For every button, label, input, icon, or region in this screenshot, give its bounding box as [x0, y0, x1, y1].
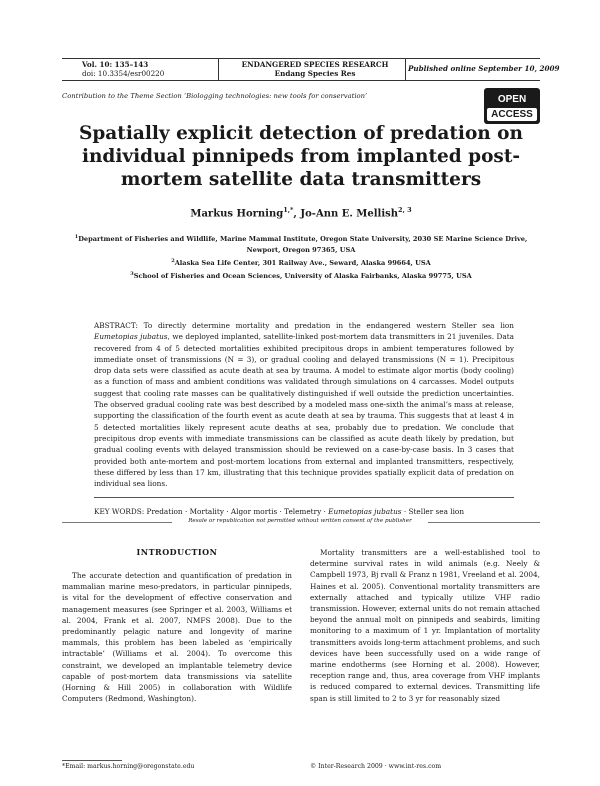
author-list	[62, 206, 540, 219]
open-access-line2: ACCESS	[487, 108, 537, 121]
keywords-rule	[94, 497, 514, 498]
affiliation-text: Department of Fisheries and Wildlife, Marine Mammal Institute, Oregon State University, 2030 SE Marine Science Drive, Newport, Oregon 97365, USA	[78, 235, 528, 255]
affiliation-text: Alaska Sea Life Center, 301 Railway Ave., Seward, Alaska 99664, USA	[174, 259, 431, 268]
affiliations	[62, 232, 540, 283]
author-separator: ,	[293, 208, 301, 220]
author-affiliation-mark: 2, 3	[398, 206, 412, 214]
abstract-text: , we deployed implanted, satellite-linked post-mortem data transmitters in 21 juveniles. Data recovered from 4 of 5 detected mortalities exhibited precipitous drops in ambient temperatures followed by immediate onset of transmissions (N = 3), or gradual cooling and delayed transmissions (N = 1). Precipitous drop data sets were classified as acute death at sea by trauma. A model to estimate algor mortis (body cooling) as a function of mass and ambient conditions was validated through simulations on 4 carcasses. Model outputs suggest that cooling rate masses can be qualitatively distinguished if well outside the prediction uncertainties. The observed gradual cooling rate was best described by a modeled mass one-sixth the animal’s mass at release, supporting the classification of the fourth event as acute death at sea by trauma. This suggests that at least 4 in 5 detected mortalities likely represent acute deaths at sea, probably due to predation. We conclude that precipitous drop events with immediate transmissions can be classified as acute death likely by predation, but gradual cooling events with delayed transmission should be reviewed on a case-by-case basis. In 3 cases that provided both ante-mortem and post-mortem locations from external and implanted transmitters, respectively, these differed by less than 17 km, illustrating that this technique provides spatially explicit data of predation on individual sea lions.	[94, 332, 514, 489]
affiliation-number: 3	[130, 271, 134, 278]
species-name: Eumetopias jubatus	[94, 332, 168, 342]
reproduction-notice: Resale or republication not permitted without written consent of the publisher	[188, 518, 412, 524]
header-top-rule	[62, 58, 540, 59]
volume-pages: Vol. 10: 135–143	[82, 60, 149, 69]
affiliation-number: 1	[74, 234, 79, 240]
affiliation-text: School of Fisheries and Ocean Sciences, University of Alaska Fairbanks, Alaska 99775, USA	[133, 272, 472, 281]
open-access-badge[interactable]	[484, 88, 540, 124]
header-divider	[405, 59, 406, 80]
affiliation-item	[62, 269, 540, 282]
keywords	[94, 506, 514, 517]
section-heading: INTRODUCTION	[136, 547, 218, 557]
header-journal-block	[230, 60, 400, 78]
body-paragraph: The accurate detection and quantification of predation in mammalian marine meso-predators, in particular pinnipeds, is vital for the development of effective conservation and management measures (see Springer et al. 2003, Williams et al. 2004, Frank et al. 2007, NMFS 2008). Due to the predominantly pelagic nature and longevity of marine mammals, this problem has been labeled as ‘empirically intractable’ (Williams et al. 2004). To overcome this constraint, we developed an implantable telemetry device capable of post-mortem data transmissions via satellite (Horning & Hill 2005) in collaboration with Wildlife Computers (Redmond, Washington).	[62, 571, 292, 704]
author-affiliation-mark: 1,*	[283, 206, 294, 214]
species-name: Eumetopias jubatus	[328, 507, 402, 516]
journal-name: ENDANGERED SPECIES RESEARCH	[241, 60, 389, 69]
header-volume-block	[82, 60, 164, 78]
notice-rule	[62, 522, 172, 523]
header-bottom-rule	[62, 80, 540, 81]
header-divider	[218, 59, 219, 80]
affiliation-number: 2	[171, 258, 175, 265]
abstract-label: ABSTRACT:	[94, 321, 144, 330]
affiliation-item	[62, 256, 540, 269]
keywords-label: KEY WORDS:	[94, 507, 147, 516]
notice-rule	[428, 522, 540, 523]
keywords-text: · Steller sea lion	[401, 507, 465, 516]
affiliation-item	[62, 232, 540, 256]
keywords-text: Predation · Mortality · Algor mortis · Telemetry ·	[146, 507, 329, 516]
author-name: Jo-Ann E. Mellish	[300, 208, 399, 220]
copyright: © Inter-Research 2009 · www.int-res.com	[310, 763, 442, 770]
author-name: Markus Horning	[190, 208, 284, 220]
corresponding-email[interactable]: *Email: markus.horning@oregonstate.edu	[62, 763, 195, 770]
body-paragraph: Mortality transmitters are a well-established tool to determine survival rates in wild animals (e.g. Neely & Campbell 1973, Bj rvall & Franz n 1981, Vreeland et al. 2004, Haines et al. 2005). Conventional mortality transmitters are externally attached and typically utilize VHF radio transmission. However, external units do not remain attached beyond the annual molt on pinnipeds and seabirds, limiting monitoring to a maximum of 1 yr. Implantation of mortality transmitters avoids long-term attachment problems, and such devices have been successfully used on a wide range of marine endotherms (see Horning et al. 2008). However, reception range and, thus, area coverage from VHF implants is reduced compared to external devices. Transmitting life span is still limited to 2 to 3 yr for reasonably sized	[310, 548, 540, 703]
open-access-line1: OPEN	[497, 94, 527, 105]
footnote-rule	[62, 760, 122, 761]
abstract-text: To directly determine mortality and predation in the endangered western Steller sea lion	[143, 321, 514, 330]
journal-abbrev: Endang Species Res	[274, 69, 356, 78]
article-title: Spatially explicit detection of predation on individual pinnipeds from implanted post-mortem satellite data transmitters	[79, 123, 523, 190]
doi[interactable]: doi: 10.3354/esr00220	[82, 69, 165, 78]
theme-section-note: Contribution to the Theme Section ‘Biologging technologies: new tools for conservation’	[62, 92, 368, 100]
abstract	[94, 320, 514, 489]
published-date: Published online September 10, 2009	[408, 64, 560, 73]
